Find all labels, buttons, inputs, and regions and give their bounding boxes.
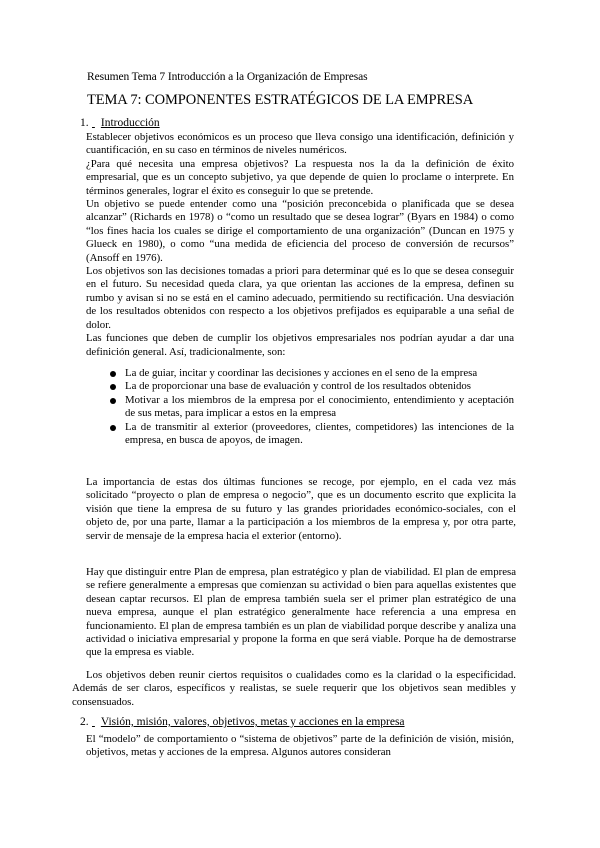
paragraph-block — [86, 476, 516, 543]
bullet-icon — [110, 425, 116, 431]
list-item: La de transmitir al exterior (proveedores, clientes, competidores) las intenciones de la empresa, en busca de apoyos, de imagen. — [110, 421, 514, 448]
paragraph-block — [72, 669, 516, 709]
intro-text — [86, 131, 514, 359]
list-item: La de guiar, incitar y coordinar las decisiones y acciones en el seno de la empresa — [110, 367, 514, 380]
paragraph: Establecer objetivos económicos es un proceso que lleva consigo una identificación, definición y cuantificación, en su caso en términos de niveles numéricos. — [86, 131, 514, 157]
paragraph: ¿Para qué necesita una empresa objetivos? La respuesta nos la da la definición de éxito empresarial, que es un concepto subjetivo, ya que depende de quien lo proclame o interprete. En términos generales, lograr el éxito es conseguir lo que se pretende. — [86, 157, 514, 197]
paragraph: Los objetivos son las decisiones tomadas a priori para determinar qué es lo que se desea conseguir en el futuro. Su necesidad queda clara, ya que orientan las acciones de la empresa, definen su rumbo y avisan si no se está en el camino adecuado, permitiendo su rectificación. Una desviación de los resultados obtenidos con respecto a los objetivos prefijados es equiparable a una señal de dolor. — [86, 265, 514, 331]
paragraph: Un objetivo se puede entender como una “posición preconcebida o planificada que se desea alcanzar” (Richards en 1978) o “como un resultado que se desea lograr” (Byars en 1984) o como “los fines hacia los cuales se dirige el comportamiento de una organización” (Duncan en 1975 y Glueck en 1980), o como “una medida de eficiencia del proceso de conversión de recursos” (Ansoff en 1976). — [86, 198, 514, 264]
running-header: Resumen Tema 7 Introducción a la Organización de Empresas — [87, 71, 368, 83]
section-heading-2 — [80, 716, 405, 728]
paragraph: La importancia de estas dos últimas funciones se recoge, por ejemplo, en el cada vez más solicitado “proyecto o plan de empresa o negocio”, que es un documento escrito que explicita la visión que tiene la empresa de su futuro y las grandes prioridades económico-sociales, con el objeto de, por una parte, llamar a la participación a los miembros de la empresa y, por otra parte, servir de mensaje de la empresa hacia el exterior (entorno). — [86, 476, 516, 542]
bullet-icon — [110, 398, 116, 404]
bullet-icon — [110, 384, 116, 390]
section2-text — [86, 733, 514, 760]
paragraph: Hay que distinguir entre Plan de empresa, plan estratégico y plan de viabilidad. El plan de empresa se refiere generalmente a empresas que comienzan su actividad o bien para aquellas existentes que desean captar recursos. El plan de empresa también suela ser el primer plan estratégico de una nueva empresa, aunque el plan estratégico generalmente hace referencia a una empresa en funcionamiento. El plan de empresa también es un plan de viabilidad porque describe y analiza una actividad o iniciativa empresarial y propone la forma en que será viable. Porque ha de demostrarse que la empresa es viable. — [86, 566, 516, 659]
section-title: Introducción — [100, 117, 160, 129]
section-number: 2. — [80, 716, 89, 728]
paragraph: El “modelo” de comportamiento o “sistema de objetivos” parte de la definición de visión, misión, objetivos, metas y acciones de la empresa. Algunos autores consideran — [86, 733, 514, 759]
section-number: 1. — [80, 117, 89, 129]
functions-list — [110, 367, 514, 447]
section-title: Visión, misión, valores, objetivos, metas y acciones en la empresa — [100, 716, 405, 728]
list-item: Motivar a los miembros de la empresa por el conocimiento, entendimiento y aceptación de sus metas, para implicar a estos en la empresa — [110, 394, 514, 421]
paragraph-block — [86, 566, 516, 660]
paragraph: Los objetivos deben reunir ciertos requisitos o cualidades como es la claridad o la especificidad. Además de ser claros, específicos y realistas, se suele requerir que los objetivos sean medibles y consensuados. — [72, 669, 516, 708]
section-heading-1 — [80, 117, 160, 129]
bullet-icon — [110, 371, 116, 377]
list-item: La de proporcionar una base de evaluación y control de los resultados obtenidos — [110, 380, 514, 393]
page-title: TEMA 7: COMPONENTES ESTRATÉGICOS DE LA EMPRESA — [87, 92, 474, 108]
paragraph: Las funciones que deben de cumplir los objetivos empresariales nos podrían ayudar a dar una definición general. Así, tradicionalmente, son: — [86, 332, 514, 358]
